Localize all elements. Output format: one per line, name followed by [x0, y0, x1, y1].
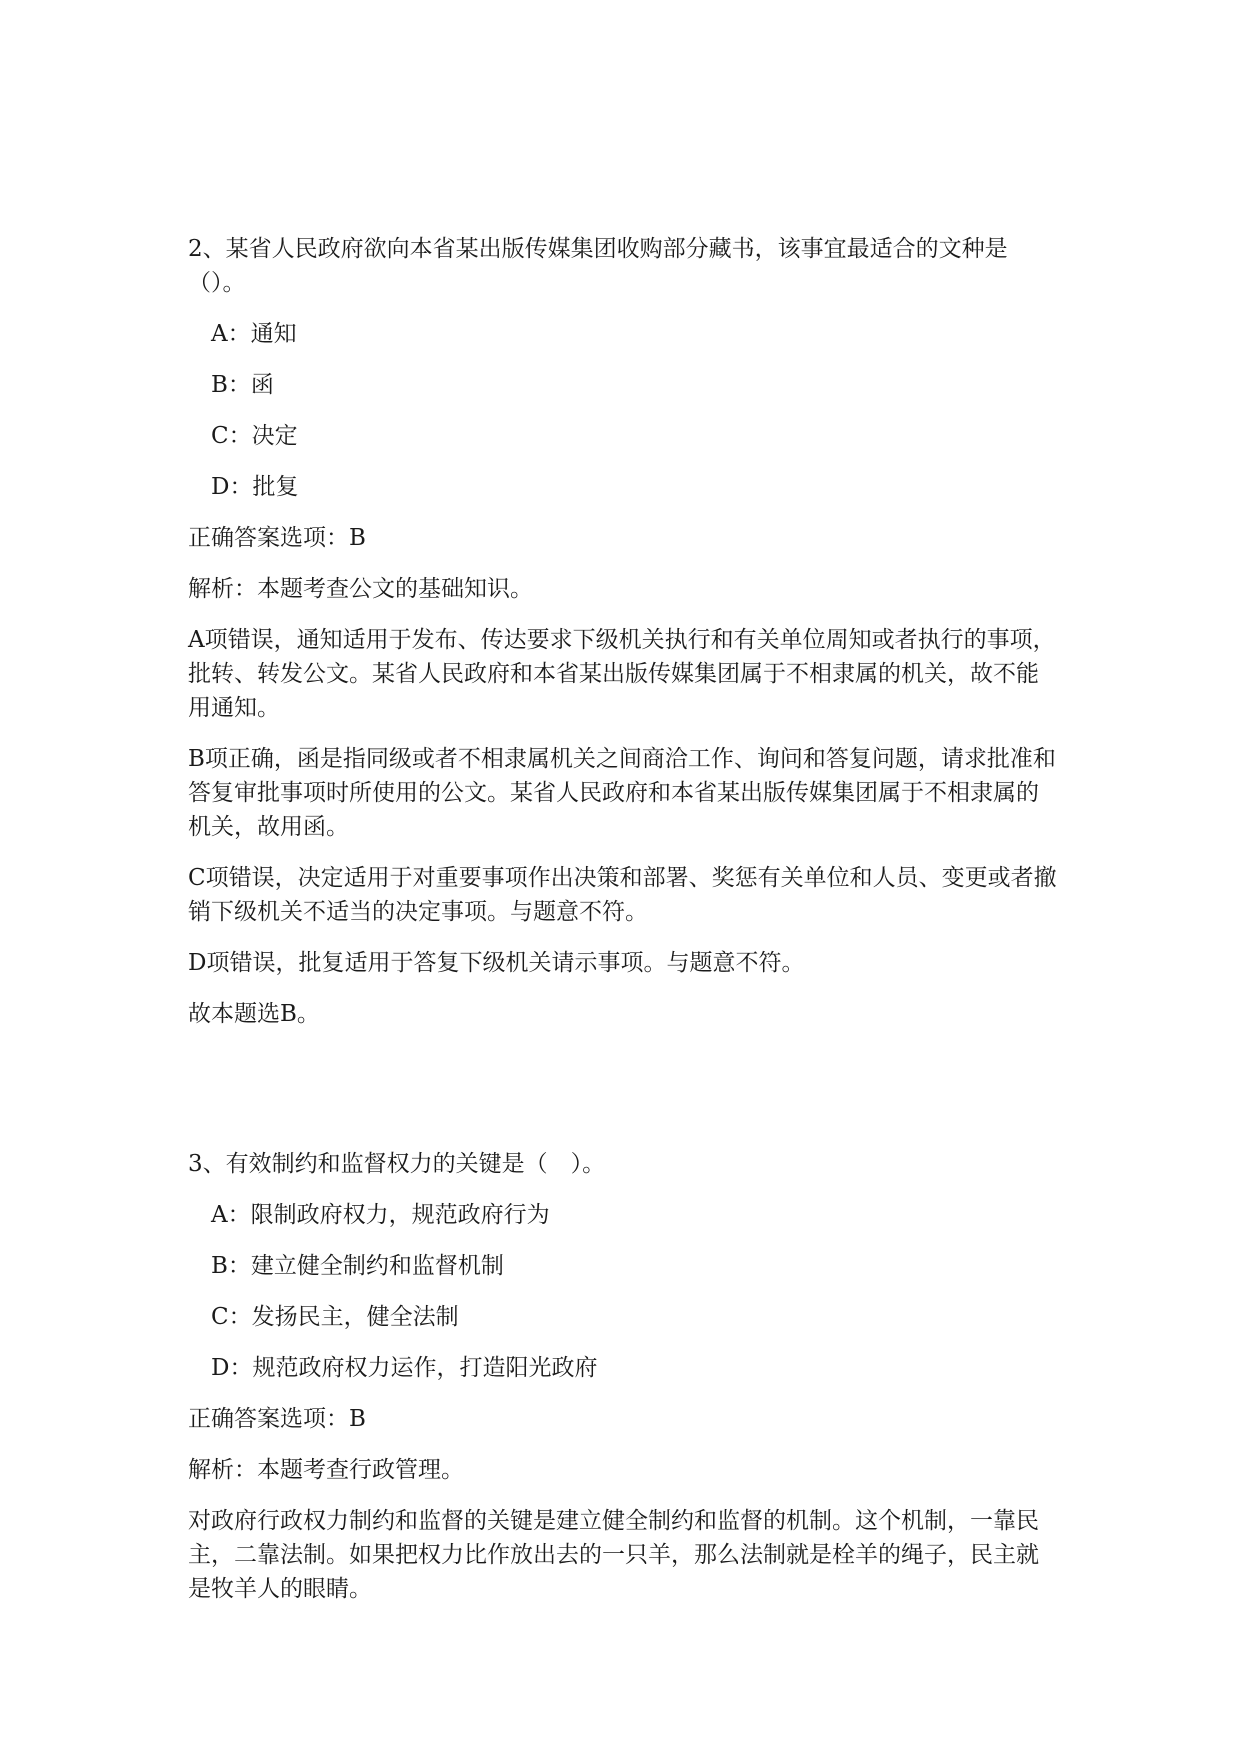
answer-value: B	[349, 1406, 366, 1432]
option-separator: ：	[229, 474, 253, 500]
explanation-paragraph: A项错误，通知适用于发布、传达要求下级机关执行和有关单位周知或者执行的事项，批转、转发公文。某省人民政府和本省某出版传媒集团属于不相隶属的机关，故不能用通知。	[188, 627, 1056, 721]
conclusion-paragraph: 故本题选B。	[188, 1001, 320, 1027]
option-text: 通知	[250, 321, 297, 347]
option-d	[211, 1351, 1058, 1385]
question-3	[188, 1147, 1058, 1623]
option-d	[211, 470, 1058, 504]
explanation-paragraph: 对政府行政权力制约和监督的关键是建立健全制约和监督的机制。这个机制，一靠民主，二靠法制。如果把权力比作放出去的一只羊，那么法制就是栓羊的绳子，民主就是牧羊人的眼睛。	[188, 1508, 1039, 1602]
option-separator: ：	[227, 1253, 251, 1279]
option-text: 限制政府权力，规范政府行为	[250, 1202, 550, 1228]
option-a	[211, 317, 1058, 351]
question-stem: 3、有效制约和监督权力的关键是（ ）。	[188, 1151, 606, 1177]
option-letter: B	[211, 372, 228, 398]
analysis-text: 本题考查行政管理。	[257, 1457, 464, 1483]
option-c	[211, 1300, 1058, 1334]
explanation-paragraph: D项错误，批复适用于答复下级机关请示事项。与题意不符。	[188, 950, 805, 976]
analysis-intro	[188, 1453, 1058, 1487]
question-2	[188, 232, 1058, 1048]
option-letter: A	[211, 1202, 228, 1228]
option-separator: ：	[228, 1304, 252, 1330]
option-c	[211, 419, 1058, 453]
answer-label: 正确答案选项：	[188, 1406, 349, 1432]
option-separator: ：	[228, 423, 252, 449]
option-separator: ：	[227, 1202, 251, 1228]
option-letter: C	[211, 1304, 229, 1330]
option-b	[211, 1249, 1058, 1283]
option-separator: ：	[229, 1355, 253, 1381]
option-letter: D	[211, 1355, 230, 1381]
option-letter: B	[211, 1253, 228, 1279]
analysis-label: 解析：	[188, 1457, 257, 1483]
option-text: 批复	[252, 474, 299, 500]
analysis-intro	[188, 572, 1058, 606]
option-b	[211, 368, 1058, 402]
option-text: 规范政府权力运作，打造阳光政府	[252, 1355, 598, 1381]
option-separator: ：	[227, 372, 251, 398]
option-letter: D	[211, 474, 230, 500]
option-text: 决定	[251, 423, 298, 449]
answer-label: 正确答案选项：	[188, 525, 349, 551]
option-letter: A	[211, 321, 228, 347]
explanation-paragraph: B项正确，函是指同级或者不相隶属机关之间商洽工作、询问和答复问题，请求批准和答复审批事项时所使用的公文。某省人民政府和本省某出版传媒集团属于不相隶属的机关，故用函。	[188, 746, 1056, 840]
answer-value: B	[349, 525, 366, 551]
correct-answer	[188, 521, 1058, 555]
option-a	[211, 1198, 1058, 1232]
explanation-paragraph: C项错误，决定适用于对重要事项作出决策和部署、奖惩有关单位和人员、变更或者撤销下级机关不适当的决定事项。与题意不符。	[188, 865, 1057, 925]
analysis-label: 解析：	[188, 576, 257, 602]
option-text: 发扬民主，健全法制	[251, 1304, 459, 1330]
option-text: 函	[250, 372, 274, 398]
option-separator: ：	[227, 321, 251, 347]
correct-answer	[188, 1402, 1058, 1436]
question-stem: 2、某省人民政府欲向本省某出版传媒集团收购部分藏书，该事宜最适合的文种是（）。	[188, 236, 1008, 296]
analysis-text: 本题考查公文的基础知识。	[257, 576, 533, 602]
option-letter: C	[211, 423, 229, 449]
option-text: 建立健全制约和监督机制	[250, 1253, 504, 1279]
